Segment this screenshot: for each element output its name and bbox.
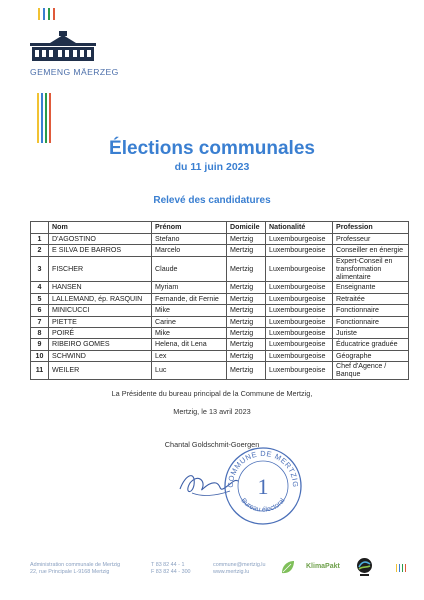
row-number: 9 [31, 339, 49, 350]
table-row [31, 362, 409, 379]
table-cell: Helena, dit Lena [152, 339, 227, 350]
row-number: 4 [31, 282, 49, 293]
table-row [31, 327, 409, 338]
table-cell: Mertzig [227, 234, 266, 245]
page-title: Élections communales [109, 138, 315, 159]
table-cell: Fonctionnaire [333, 316, 409, 327]
table-row [31, 305, 409, 316]
table-cell: Professeur [333, 234, 409, 245]
table-cell: Mertzig [227, 316, 266, 327]
table-cell: Mertzig [227, 339, 266, 350]
table-cell: Mertzig [227, 245, 266, 256]
stamp-top-text: COMMUNE DE MERTZIG [225, 448, 301, 488]
table-cell: Luxembourgeoise [266, 316, 333, 327]
closing-statement: La Présidente du bureau principal de la Commune de Mertzig, [111, 389, 313, 398]
signer-name: Chantal Goldschmit-Goergen [164, 440, 260, 449]
table-cell: Luxembourgeoise [266, 293, 333, 304]
table-cell: RIBEIRO GOMES [49, 339, 152, 350]
election-date: du 11 juin 2023 [174, 161, 250, 173]
table-cell: WEILER [49, 362, 152, 379]
vertical-color-stripes [37, 93, 57, 143]
row-number: 11 [31, 362, 49, 379]
table-cell: Luxembourgeoise [266, 245, 333, 256]
section-title: Relevé des candidatures [153, 195, 271, 206]
footer-admin: Administration communale de Mertzig [30, 562, 121, 568]
table-cell: Fonctionnaire [333, 305, 409, 316]
table-cell: Luxembourgeoise [266, 339, 333, 350]
row-number: 2 [31, 245, 49, 256]
row-number: 7 [31, 316, 49, 327]
table-cell: Mertzig [227, 293, 266, 304]
table-cell: Juriste [333, 327, 409, 338]
table-cell: E SILVA DE BARROS [49, 245, 152, 256]
column-header: Nationalité [266, 222, 333, 234]
table-cell: Mertzig [227, 362, 266, 379]
svg-text:Bureau électoral [239, 497, 286, 514]
klimapakt-logo: KlimaPakt [306, 563, 340, 570]
table-cell: Luxembourgeoise [266, 362, 333, 379]
table-cell: HANSEN [49, 282, 152, 293]
column-header: Prénom [152, 222, 227, 234]
brand-name: GEMENG MÄERZEG [30, 67, 119, 77]
table-row [31, 234, 409, 245]
top-color-stripes [38, 8, 68, 20]
table-row [31, 256, 409, 282]
table-row [31, 282, 409, 293]
table-cell: Mertzig [227, 256, 266, 282]
column-header: Profession [333, 222, 409, 234]
table-row [31, 245, 409, 256]
table-cell: FISCHER [49, 256, 152, 282]
row-number: 6 [31, 305, 49, 316]
stamp-center: 1 [257, 474, 269, 499]
table-cell: Mike [152, 327, 227, 338]
candidates-table [30, 221, 409, 380]
footer-color-stripes [396, 564, 408, 572]
row-number: 8 [31, 327, 49, 338]
stamp-bottom-text: Bureau électoral [239, 497, 287, 514]
table-cell: Marcelo [152, 245, 227, 256]
table-cell: Luxembourgeoise [266, 282, 333, 293]
table-cell: Mertzig [227, 282, 266, 293]
footer-email: commune@mertzig.lu [213, 562, 266, 568]
table-cell: Mertzig [227, 305, 266, 316]
table-cell: Stefano [152, 234, 227, 245]
row-number: 10 [31, 350, 49, 361]
row-number: 1 [31, 234, 49, 245]
table-cell: Myriam [152, 282, 227, 293]
table-cell: SCHWIND [49, 350, 152, 361]
table-cell: MINICUCCI [49, 305, 152, 316]
table-cell: Mertzig [227, 350, 266, 361]
table-cell: D'AGOSTINO [49, 234, 152, 245]
table-cell: Conseiller en énergie [333, 245, 409, 256]
table-cell: Lex [152, 350, 227, 361]
table-cell: Luxembourgeoise [266, 327, 333, 338]
table-cell: Chef d'Agence / Banque [333, 362, 409, 379]
table-cell: Carine [152, 316, 227, 327]
table-cell: Luc [152, 362, 227, 379]
official-stamp-icon [221, 444, 305, 528]
table-cell: Mertzig [227, 327, 266, 338]
table-cell: Éducatrice graduée [333, 339, 409, 350]
table-cell: LALLEMAND, ép. RASQUIN [49, 293, 152, 304]
column-header [31, 222, 49, 234]
table-cell: Luxembourgeoise [266, 350, 333, 361]
row-number: 5 [31, 293, 49, 304]
column-header: Nom [49, 222, 152, 234]
table-cell: Luxembourgeoise [266, 305, 333, 316]
table-cell: Luxembourgeoise [266, 256, 333, 282]
table-cell: POIRÉ [49, 327, 152, 338]
footer-website: www.mertzig.lu [213, 569, 250, 575]
table-cell: Mike [152, 305, 227, 316]
signature-date: Mertzig, le 13 avril 2023 [173, 407, 251, 416]
table-cell: Géographe [333, 350, 409, 361]
footer-phone: T 83 82 44 - 1 [151, 562, 185, 568]
leaf-label-icon [279, 559, 297, 577]
table-cell: PIETTE [49, 316, 152, 327]
row-number: 3 [31, 256, 49, 282]
column-header: Domicile [227, 222, 266, 234]
table-cell: Fernande, dit Fernie [152, 293, 227, 304]
table-cell: Expert-Conseil en transformation alimentaire [333, 256, 409, 282]
footer-fax: F 83 82 44 - 300 [151, 569, 191, 575]
table-row [31, 339, 409, 350]
table-cell: Retraitée [333, 293, 409, 304]
table-row [31, 350, 409, 361]
table-row [31, 316, 409, 327]
fairtrade-icon [356, 557, 373, 577]
table-cell: Claude [152, 256, 227, 282]
table-header-row [31, 222, 409, 234]
table-row [31, 293, 409, 304]
footer-address: 22, rue Principale L-9168 Mertzig [30, 569, 110, 575]
table-cell: Enseignante [333, 282, 409, 293]
table-cell: Luxembourgeoise [266, 234, 333, 245]
